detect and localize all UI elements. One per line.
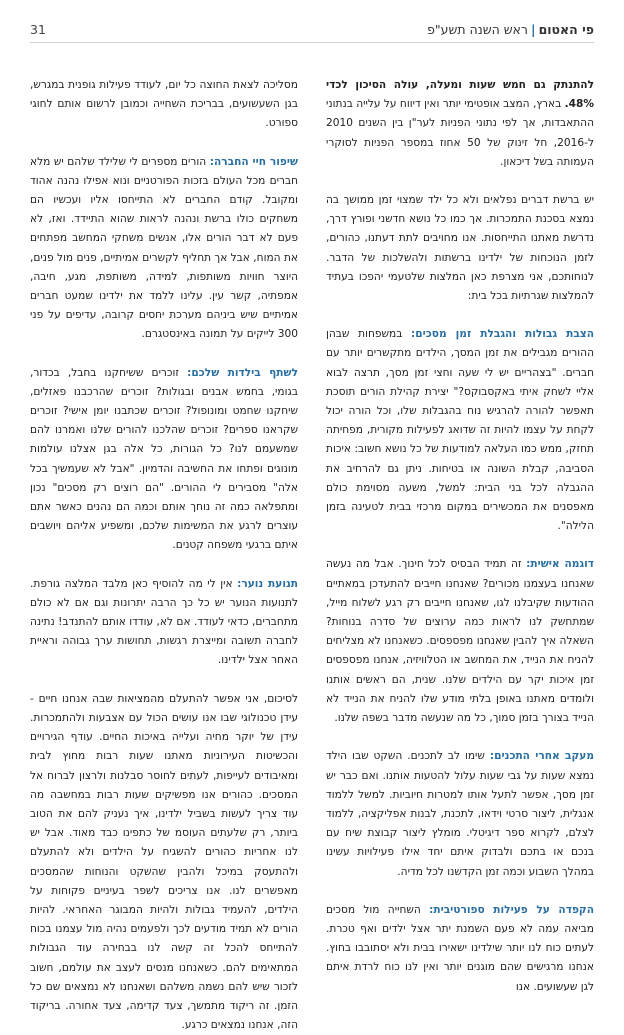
article-column-left xyxy=(30,76,298,1032)
paragraph xyxy=(326,76,594,172)
header-rule xyxy=(30,42,594,43)
section-heading: תנועת נוער: xyxy=(237,577,298,590)
paragraph-text: אין לי מה להוסיף כאן מלבד המלצה גורפת. לתנועות הנוער יש כל כך הרבה יתרונות וגם אם לא כולם מתחברים, כדאי לעודד. אם לא, עודדו אותם להתנדב! נתינה לחברה תשובה ומייצרת רגשות, תחושות ערך גבוהה וראיית האחר אצל ילדינו. xyxy=(30,577,298,667)
paragraph xyxy=(326,747,594,881)
paragraph xyxy=(326,191,594,306)
running-title xyxy=(427,22,594,37)
paragraph-text: יש ברשת דברים נפלאים ולא כל ילד שמצוי זמן ממושך בה נמצא בסכנת התמכרות. אך כמו כל נושא חדשני ופורץ דרך, נדרשת מאתנו התייחסות. אנו מחויבים לתת דעתנו, כהורים, לזמן הנוכחות של ילדינו ברשתות ולהשלכות של הדבר. לנוחותכם, אני מצרפת כאן המלצות שלטעמי יהפכו בעתיד להמלצות שגרתיות בכל בית: xyxy=(326,194,594,303)
paragraph-text: זוכרים ששיחקנו בחבל, בכדור, בגומי, בחמש אבנים ובגולות? זוכרים שהרכבנו פאזלים, שיחקנו שחמט ומונופול? זוכרים שכתבנו יומן אישי? זוכרים שקראנו ספרים? זוכרים שהלכנו להורים שלנו ואמרנו להם שמשעמם לנו? כל הגורות, כל אלה בגן אצלנו עולמות מונוגים ופתחו את החשיבה והדמיון. "אבל לא שעמשיך בכל אלה" מסבירים לי ההורים. "הם רוצים רק מסכים" נכון ומתפלאה כמה זה נוחך אותם וכמה הם נהנים כאשר אתם עוצרים לרגע את המשימות שלכם, ומשפיע אליהם ויושבים איתם ברגעי משפחה קטנים. xyxy=(30,366,298,552)
paragraph xyxy=(30,76,298,134)
paragraph xyxy=(30,364,298,556)
paragraph xyxy=(30,575,298,671)
article-column-right xyxy=(326,76,595,993)
paragraph-text: בארץ, המצב אופטימי יותר ואין דיווח על עלייה בנתוני ההתאבדות, אך לפי נתוני הפניות לער"ן בין השנים 2010 ל-2016, חל זינוק של 50 אחוז במספר הפניות לסוקרי העמותה בשל דיכאון. xyxy=(326,98,594,168)
section-heading: דוגמה אישית: xyxy=(526,558,594,571)
paragraph xyxy=(326,325,594,536)
paragraph-text: זה תמיד הבסיס לכל חינוך. אבל מה נעשה שאנחנו בעצמנו מכורים? שאנחנו חייבים להתעדכן במאתיים ההודעות שקיבלנו לגו, שאנחנו חייבים רק רגע לשלוח מייל, שמתחשק לנו לראות כמה ערוצים של סדרה בנוחות? השאלה איך להבין שאנחנו מפספסים. כשאנחנו לא מצליחים להניח את הנייד, את המחשב או הטלוויזיה, אנחנו מפספסים זמן איכות יקר עם הילדים שלנו. שנית, הם ראשים אותנו ולומדים מאתנו באופן בלתי מודע שלו להניח את הנייד לא הנייד בצורך בזמן סמוך, כל מה שנעשה מדבר בשפה שלנו. xyxy=(326,558,594,725)
section-heading: לשתף בילדות שלכם: xyxy=(187,366,298,379)
paragraph-text: שימו לב לתכנים. השקט שבו הילד נמצא שעות על גבי שעות עלול להטעות אותנו. ואם כבר יש זמן מסך, אפשר לתעל אותו למטרות חיוביות. למשל ללמוד אנגלית, ליצור סרטי וידאו, לתכנת, לבנות אפליקציה, ללמוד לצלם, לקרוא ספר דיגיטלי. מומלץ ליצור קבוצת שיח עם בנכם או בתכם ולבדוק איתם יחד אילו פעילויות עשינו במהלך השבוע וכמה זמן הקדשנו לכל מדיה. xyxy=(326,750,594,878)
paragraph-text: לסיכום, אני אפשר להתעלם מהמציאות שבה אנחנו חיים - עידן טכנולוגי שבו אנו עושים הכול עם אצבעות ולהתמכרות. עידן של יוקר מחיה ועלייה באיכות החיים. עודף הגירויים והכשיטות העירוניות מאתנו שעות רבות מחוץ לבית ומאיבודים לעייפות, לעתים לחוסר סבלנות ולרצון לברוח אל המסכים. כהורים אנו מפשיקים שעות רבות במחשבה מה עוד צריך לעשות בשביל ילדינו, איך נעניק להם את הטוב ביותר, רק שלעתים העוסמ של כתפינו כבד מאוד. אבל יש לנו אחריות כהורים להשגיח על הילדים ולא להתעלם ולהתעסק במיכל ולהבין שהשקט והנוחות שהמסכים מאפשרים לנו. אנו צריכים לשפר בעיניים פקוחות על הילדים, להעמיד גבולות ולהיות המבוגר האחראי. להיות הורים לא תמיד מודעים לכך ולפעמים נהיה מול עצמנו בכוח להתייחס להכל זה קשה לנו בבחירה עוד הגבולות המתאימים להם. כשאנחנו מנסים לעצב את עולמם, חשוב לזכור שיש להם נשמה משלהם ושאנחנו לא נמצאים שם כל הזמן. זה ריקוד מתמשך, צעד קדימה, צעד אחורה. בריקוד הזה, אנחנו נמצאים כרגע. xyxy=(30,692,298,1032)
paragraph xyxy=(326,901,594,997)
section-heading: שיפור חיי החברה: xyxy=(209,155,298,168)
section-heading: הצבת גבולות והגבלת זמן מסכים: xyxy=(411,328,595,341)
issue-name: ראש השנה תשע"פ xyxy=(427,22,528,37)
paragraph xyxy=(30,153,298,345)
page-number: 31 xyxy=(30,22,46,37)
title-separator: | xyxy=(530,22,536,37)
paragraph xyxy=(326,555,594,728)
magazine-name: פי האטום xyxy=(538,22,594,37)
section-heading: הקפדה על פעילות ספורטיבית: xyxy=(429,903,594,916)
lead-bold-text: להתנתק גם חמש שעות ומעלה, עולה הסיכון לכדי 48%. xyxy=(326,79,594,111)
paragraph-text: השחייה מול מסכים מביאה עמה לא פעם השמנת יתר אצל ילדים ואף טכרת. לעתים כוח לנו יותר שילדינו ישאירו בבית ולא יסתובבו בחוץ. אנחנו מרגישים שהם מוגנים יותר ואין לנו כוח לרדת איתם לגן שעשועים. אנו xyxy=(326,903,594,993)
page-header xyxy=(30,22,594,40)
paragraph-text: מסליכה לצאת החוצה כל יום, לעודד פעילות גופנית במגרש, בגן השעשועים, בבריכת השחייה וכמובן לרשום אותם לחוגי ספורט. xyxy=(30,79,298,130)
paragraph-text: הורים מספרים לי שלילד שלהם יש מלא חברים מכל העולם בזכות הפורטניים ונוא אפילו נהנה אהוד ומקובל. קודם החברים לא התייחסו אליו ועכשיו הם משחקים כולו ברשת ונהנה לראות שהוא התיידד. ואז, לא פעם לא דבר הורים אלו, אנשים משחקי המחשב מפתחים את המוח, אבל אך תחליף לקשרים אמיתיים, פנים מול פנים, היוצר חוויות משותפות, למידה, משותפת, מגע, חיבה, אמפתיה, קשר עין. עלינו ללמד את ילדינו שמעט חברים אמיתיים שיש ביניהם מערכת יחסים קרובה, עדיפים על פני 300 לייקים על תמונה באינסטגרם. xyxy=(30,155,298,341)
section-heading: מעקב אחרי התכנים: xyxy=(489,750,594,763)
paragraph xyxy=(30,690,298,1035)
paragraph-text: במשפחות שבהן ההורים מגבילים את זמן המסך, הילדים מתקשרים יותר עם חברים. "בצהריים יש לי שעה וחצי זמן מסך, תרצה לבוא אליי לשחק איתי באקסבוקס?" יצירת קהילת הורים תוסכת תאפשר להורה להרגיש נוח בהגבלות שלו, וכל הורה יכול לקחת על עצמו להיות זה שדואג לפעילות מקורית, מפחיתה תחזק, ממש כמו העלאה למודעות של כל נושא חשוב: איכות הסביבה, קבלת השונה או בטיחות. ניתן גם להרחיב את ההגבלה לכל בני הבית: למשל, משעה מסוימת כולם מאפסנים את המכשירים במקום מרכזי בבית לטעינה בזמן הלילה". xyxy=(326,328,594,533)
